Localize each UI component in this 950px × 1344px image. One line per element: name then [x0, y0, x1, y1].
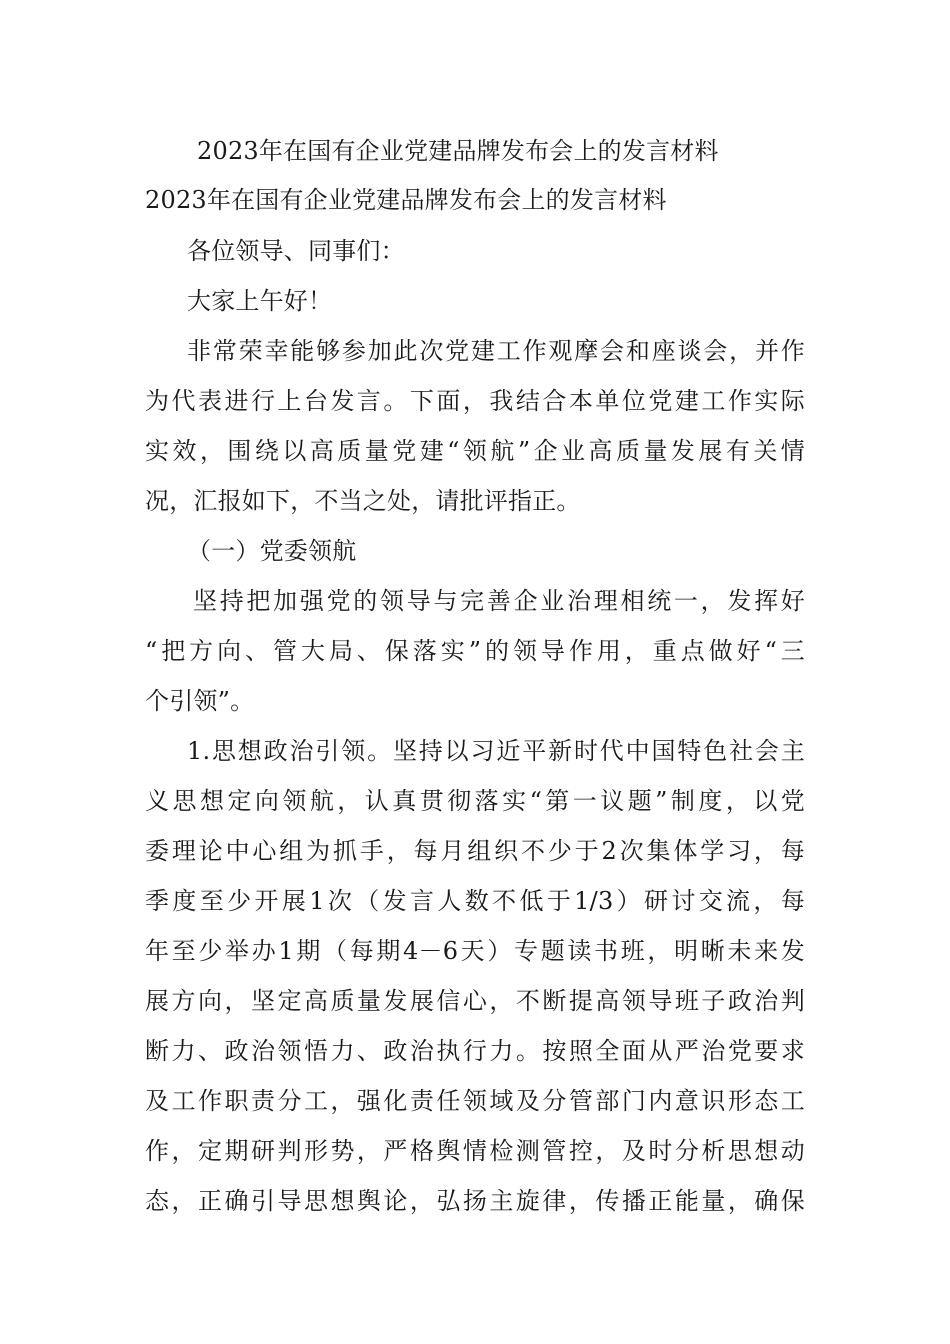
paragraph-line: 及工作职责分工，强化责任领域及分管部门内意识形态工 — [145, 1087, 805, 1115]
paragraph-line: 态，正确引导思想舆论，弘扬主旋律，传播正能量，确保 — [145, 1187, 805, 1215]
paragraph-line: 作，定期研判形势，严格舆情检测管控，及时分析思想动 — [145, 1137, 805, 1165]
document-title: 2023年在国有企业党建品牌发布会上的发言材料 — [197, 137, 719, 165]
paragraph-line: 季度至少开展1次（发言人数不低于1/3）研讨交流，每 — [145, 887, 805, 915]
paragraph-line: 非常荣幸能够参加此次党建工作观摩会和座谈会，并作 — [187, 337, 805, 365]
paragraph-line: 坚持把加强党的领导与完善企业治理相统一，发挥好 — [193, 587, 805, 615]
paragraph-line: 个引领”。 — [145, 687, 255, 715]
paragraph-line: “把方向、管大局、保落实”的领导作用，重点做好“三 — [145, 637, 805, 665]
section-heading: （一）党委领航 — [187, 537, 357, 565]
document-title-repeat: 2023年在国有企业党建品牌发布会上的发言材料 — [145, 186, 667, 214]
paragraph-line: 义思想定向领航，认真贯彻落实“第一议题”制度，以党 — [145, 787, 805, 815]
paragraph-line: 1.思想政治引领。坚持以习近平新时代中国特色社会主 — [187, 737, 805, 765]
paragraph-line: 展方向，坚定高质量发展信心，不断提高领导班子政治判 — [145, 987, 805, 1015]
greeting: 大家上午好！ — [187, 287, 333, 315]
paragraph-line: 委理论中心组为抓手，每月组织不少于2次集体学习，每 — [145, 837, 805, 865]
paragraph-line: 断力、政治领悟力、政治执行力。按照全面从严治党要求 — [145, 1037, 805, 1065]
paragraph-line: 况，汇报如下，不当之处，请批评指正。 — [145, 487, 581, 515]
paragraph-line: 为代表进行上台发言。下面，我结合本单位党建工作实际 — [145, 387, 805, 415]
paragraph-line: 实效，围绕以高质量党建“领航”企业高质量发展有关情 — [145, 437, 805, 465]
paragraph-line: 年至少举办1期（每期4－6天）专题读书班，明晰未来发 — [145, 937, 805, 965]
salutation: 各位领导、同事们： — [187, 237, 405, 265]
